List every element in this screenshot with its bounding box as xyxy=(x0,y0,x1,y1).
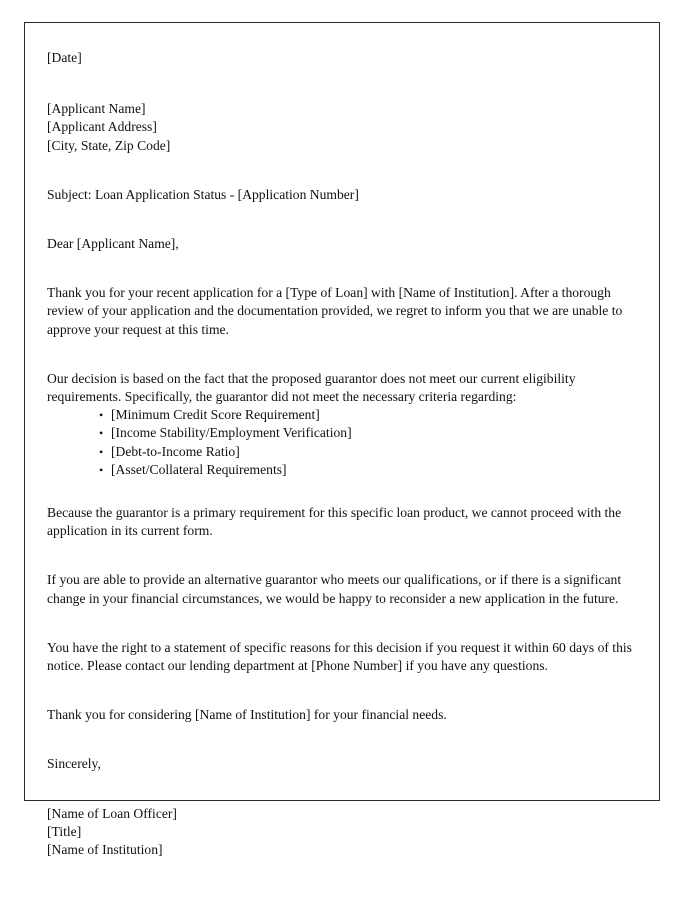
paragraph-rights-notice: You have the right to a statement of specific reasons for this decision if you request it within 60 days of this notice. Please contact our lending department at [Phone Number] if you have any questions. xyxy=(47,639,632,674)
signature-institution: [Name of Institution] xyxy=(47,842,163,858)
list-item: • [Income Stability/Employment Verification] xyxy=(99,424,637,442)
paragraph-cannot-proceed: Because the guarantor is a primary requirement for this specific loan product, we cannot proceed with the application in its current form. xyxy=(47,505,622,539)
recipient-address-block xyxy=(47,100,637,155)
recipient-address: [Applicant Address] xyxy=(47,119,157,135)
criteria-list xyxy=(47,406,637,479)
letter-page xyxy=(24,22,660,858)
list-item: • [Minimum Credit Score Requirement] xyxy=(99,406,637,424)
letter-content xyxy=(25,23,659,859)
signoff: Sincerely, xyxy=(47,756,101,772)
paragraph-reconsideration: If you are able to provide an alternative guarantor who meets our qualifications, or if there is a significant change in your financial circumstances, we would be happy to reconsider a new application in the future. xyxy=(47,572,622,606)
signature-title: [Title] xyxy=(47,823,82,839)
paragraph-closing-thanks: Thank you for considering [Name of Institution] for your financial needs. xyxy=(47,707,447,723)
signature-officer-name: [Name of Loan Officer] xyxy=(47,805,177,821)
list-item: • [Asset/Collateral Requirements] xyxy=(99,461,637,479)
paragraph-opening: Thank you for your recent application for a [Type of Loan] with [Name of Institution]. After a thorough review of your application and the documentation provided, we regret to inform you that we are unable to approve your request at this time. xyxy=(47,285,623,337)
recipient-name: [Applicant Name] xyxy=(47,101,146,117)
paragraph-decision-basis: Our decision is based on the fact that the proposed guarantor does not meet our current eligibility requirements. Specifically, the guarantor did not meet the necessary criteria regarding: xyxy=(47,370,576,405)
recipient-city-state-zip: [City, State, Zip Code] xyxy=(47,137,171,153)
salutation: Dear [Applicant Name], xyxy=(47,236,179,252)
subject-line: Subject: Loan Application Status - [Application Number] xyxy=(47,186,359,202)
list-item: • [Debt-to-Income Ratio] xyxy=(99,443,637,461)
signature-block xyxy=(47,805,637,860)
date-line: [Date] xyxy=(47,50,82,65)
